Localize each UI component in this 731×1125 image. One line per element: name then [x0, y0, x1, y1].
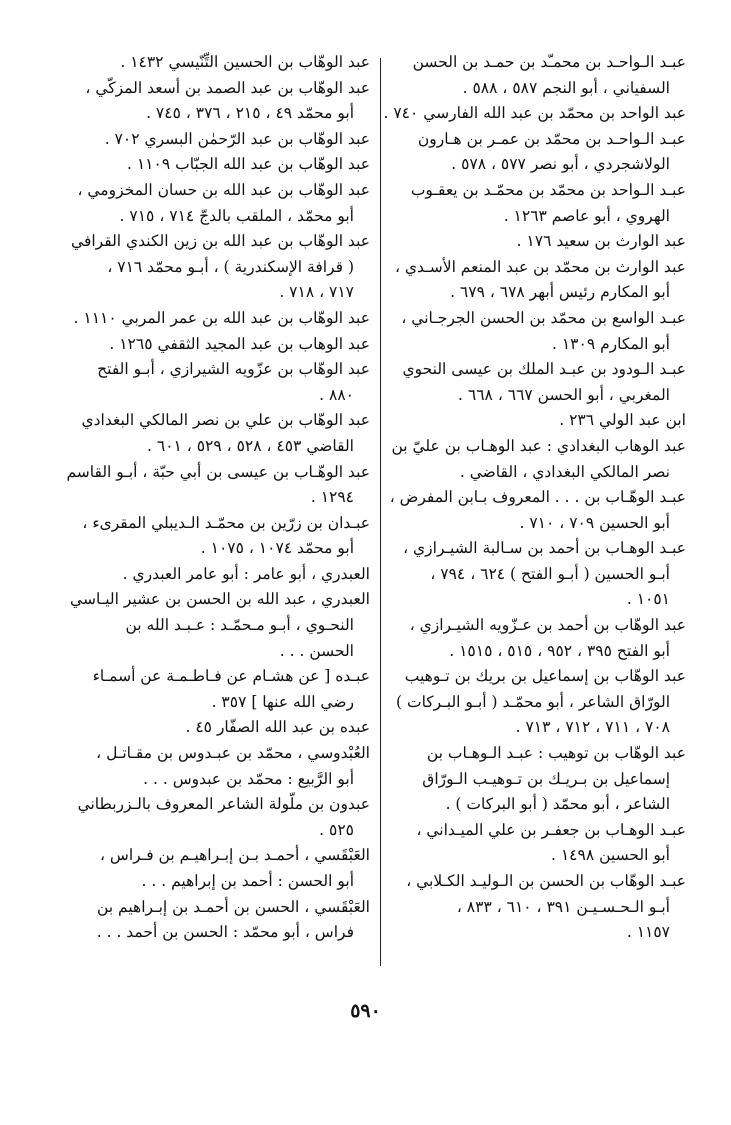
entry-continuation-line: ٨٨٠ . — [319, 385, 354, 404]
entry-continuation-line: أبو محمّد ، الملقب بالدجّ ٧١٤ ، ٧١٥ . — [119, 206, 354, 225]
entry-headword-line: عبد الوهّاب بن توهيب : عبـد الـوهـاب بن — [426, 744, 686, 763]
entry-headword-line: ابن عبد الولي ٢٣٦ . — [559, 411, 686, 430]
entry-headword-line: العَبْقَسي ، الحسن بن أحمـد بن إبـراهيم بن — [97, 897, 370, 916]
entry-continuation-line: الولاشجردي ، أبو نصر ٥٧٧ ، ٥٧٨ . — [451, 155, 670, 174]
entry-headword-line: عبـد الواسع بن محمّد بن الحسن الجرجـاني ، — [401, 308, 686, 327]
entry-headword-line: عبـد الـواحـد بن محمّد بن عمـر بن هـارون — [417, 129, 686, 148]
entry-headword-line: عبـد الوهّاب بن الحسن بن الـوليـد الكـلابي ، — [406, 872, 686, 890]
entry-headword-line: عبـده [ عن هشـام عن فـاطـمـة عن أسمـاء — [92, 667, 370, 686]
entry-continuation-line: أبـو الحسين ( أبـو الفتح ) ٦٢٤ ، ٧٩٤ ، — [430, 564, 670, 583]
index-entry — [58, 50, 370, 76]
entry-headword-line: عبد الوهّاب بن عبد الله بن عمر المربي ١١١٠ . — [73, 308, 370, 327]
entry-headword-line: عبد الوهاب البغدادي : عبد الوهـاب بن عليّ بن — [391, 436, 686, 455]
entry-headword-line: عبد الوهّاب بن عبد الله بن زين الكندي القرافي — [71, 232, 370, 251]
index-entry — [388, 178, 686, 229]
entry-headword-line: عبـد الـواحد بن محمّد بن محمّـد بن يعقـوب — [410, 180, 686, 199]
entry-continuation-line: ١١٥٧ . — [626, 923, 670, 942]
entry-continuation-line: أبو الحسين ١٤٩٨ . — [551, 846, 670, 865]
entry-continuation-line: رضي الله عنها ] ٣٥٧ . — [211, 692, 354, 711]
index-column-right — [383, 50, 686, 946]
index-entry — [58, 332, 370, 358]
entry-continuation-line: أبـو الـحـسـيـن ٣٩١ ، ٦١٠ ، ٨٣٣ ، — [456, 897, 670, 916]
entry-continuation-line: أبو محمّد ٤٩ ، ٢١٥ ، ٣٧٦ ، ٧٤٥ . — [146, 104, 354, 123]
index-entry — [388, 613, 686, 664]
entry-continuation-line: أبو الحسن : أحمد بن إبراهيم . . . — [141, 872, 354, 890]
entry-continuation-line: الشاعر ، أبو محمّد ( أبو البركات ) . — [445, 795, 670, 814]
entry-continuation-line: أبو المكارم رئيس أبهر ٦٧٨ ، ٦٧٩ . — [450, 283, 670, 302]
index-entry — [388, 869, 686, 946]
index-entry — [388, 306, 686, 357]
column-divider — [380, 58, 381, 966]
entry-headword-line: العبدري ، عبد الله بن الحسن بن عشير اليـاسي — [70, 590, 370, 609]
entry-headword-line: عبـد الوهّـاب بن . . . المعروف بـابن المفرض ، — [389, 488, 686, 507]
index-entry — [58, 306, 370, 332]
index-entry — [58, 792, 370, 843]
entry-headword-line: عبد الوهّاب بن عبد الله الجبّاب ١١٠٩ . — [127, 155, 370, 174]
entry-continuation-line: النحـوي ، أبـو مـحمّـد : عـبـد الله بن — [125, 616, 354, 635]
index-entry — [58, 895, 370, 946]
entry-continuation-line: الحسن . . . — [279, 641, 354, 660]
index-entry — [388, 485, 686, 536]
entry-continuation-line: ٥٢٥ . — [319, 820, 354, 839]
entry-headword-line: عبد الوارث بن سعيد ١٧٦ . — [516, 232, 686, 251]
entry-headword-line: عبـد الـواحـد بن محمـّد بن حمـد بن الحسن — [412, 53, 686, 71]
entry-continuation-line: ٧١٧ ، ٧١٨ . — [279, 283, 354, 302]
entry-headword-line: عبـد الوهـاب بن أحمد بن سـالبة الشيـرازي ، — [403, 539, 686, 558]
index-entry — [383, 101, 686, 127]
entry-continuation-line: ١٠٥١ . — [626, 590, 670, 609]
entry-continuation-line: فراس ، أبو محمّد : الحسن بن أحمد . . . — [96, 923, 354, 942]
index-entry — [388, 818, 686, 869]
entry-continuation-line: ( قرافة الإسكندرية ) ، أبـو محمّد ٧١٦ ، — [107, 257, 354, 276]
entry-headword-line: عبـدان بن زرّين بن محمّـد الـديبلي المقرىء ، — [82, 513, 370, 532]
entry-headword-line: عبـد الـودود بن عبـد الملك بن عيسى النحوي — [402, 360, 686, 379]
entry-headword-line: عبد الوهّاب بن أحمد بن عـزّويه الشيـرازي ، — [409, 616, 686, 635]
entry-continuation-line: الهروي ، أبو عاصم ١٢٦٣ . — [503, 206, 670, 225]
entry-headword-line: عبد الوهّاب بن إسماعيل بن بريك بن تـوهيب — [404, 667, 686, 686]
index-entry — [58, 511, 370, 562]
index-entry — [388, 664, 686, 741]
index-entry — [58, 229, 370, 306]
entry-headword-line: عبد الوهّاب بن علي بن نصر المالكي البغدادي — [81, 411, 370, 430]
entry-headword-line: عبده بن عبد الله الصفّار ٤٥ . — [185, 718, 370, 737]
entry-continuation-line: إسماعيل بن بـريـك بن تـوهيـب الـورّاق — [422, 769, 670, 788]
entry-continuation-line: ١٢٩٤ . — [310, 488, 354, 507]
entry-continuation-line: أبو المكارم ١٣٠٩ . — [551, 334, 670, 353]
entry-headword-line: عبدون بن ملّولة الشاعر المعروف بالـزربطاني — [77, 795, 370, 814]
entry-headword-line: عبد الوهّاب بن عبد الرّحمٰن البسري ٧٠٢ . — [104, 129, 370, 148]
index-entry — [388, 255, 686, 306]
entry-continuation-line: أبو الفتح ٣٩٥ ، ٩٥٢ ، ٥١٥ ، ١٥١٥ . — [449, 641, 670, 660]
index-entry — [388, 408, 686, 434]
entry-headword-line: عبد الوهاب بن عبد المجيد الثقفي ١٢٦٥ . — [109, 334, 370, 353]
index-entry — [58, 178, 370, 229]
entry-headword-line: عبـد الوهـاب بن جعفـر بن علي الميـداني ، — [416, 820, 686, 839]
index-entry — [58, 715, 370, 741]
page-number: ٥٩٠ — [350, 1000, 381, 1022]
entry-continuation-line: أبو الحسين ٧٠٩ ، ٧١٠ . — [519, 513, 670, 532]
entry-headword-line: عبد الوهّاب بن عزّويه الشيرازي ، أبـو الفتح — [97, 360, 370, 379]
index-entry — [388, 229, 686, 255]
entry-continuation-line: القاضي ٤٥٣ ، ٥٢٨ ، ٥٢٩ ، ٦٠١ . — [147, 436, 354, 455]
index-entry — [58, 664, 370, 715]
index-entry — [58, 127, 370, 153]
index-entry — [388, 434, 686, 485]
entry-continuation-line: نصر المالكي البغدادي ، القاضي . — [459, 462, 670, 481]
entry-headword-line: العُبْدوسي ، محمّد بن عبـدوس بن مقـاتـل ، — [96, 744, 370, 763]
entry-headword-line: عبد الوهّاب بن عبد الله بن حسان المخزومي ، — [77, 180, 370, 199]
index-entry — [58, 741, 370, 792]
entry-headword-line: عبد الوهّاب بن عبد الصمد بن أسعد المزكّي ، — [85, 78, 370, 97]
index-entry — [58, 152, 370, 178]
index-entry — [58, 76, 370, 127]
entry-continuation-line: الورّاق الشاعر ، أبو محمّـد ( أبـو البـركات ) — [396, 692, 670, 711]
entry-headword-line: العبدري ، أبو عامر : أبو عامر العبدري . — [122, 564, 370, 583]
entry-headword-line: عبد الواحد بن محمّد بن عبد الله الفارسي ٧٤٠ . — [383, 104, 686, 123]
index-entry — [388, 50, 686, 101]
index-column-left — [58, 50, 370, 946]
index-entry — [58, 408, 370, 459]
entry-continuation-line: ٧٠٨ ، ٧١١ ، ٧١٢ ، ٧١٣ . — [515, 718, 670, 737]
index-entry — [58, 843, 370, 894]
entry-continuation-line: المغربي ، أبو الحسن ٦٦٧ ، ٦٦٨ . — [458, 385, 670, 404]
index-entry — [58, 460, 370, 511]
index-entry — [388, 127, 686, 178]
entry-continuation-line: السفياني ، أبو النجم ٥٨٧ ، ٥٨٨ . — [462, 78, 670, 97]
entry-continuation-line: أبو محمّد ١٠٧٤ ، ١٠٧٥ . — [200, 539, 354, 558]
index-entry — [58, 357, 370, 408]
entry-headword-line: عبد الوهّاب بن الحسين التِّنّيسي ١٤٣٢ . — [120, 53, 370, 71]
index-entry — [58, 562, 370, 588]
index-entry — [388, 536, 686, 613]
index-entry — [58, 587, 370, 664]
entry-continuation-line: أبو الرَّبيع : محمّد بن عبدوس . . . — [143, 769, 354, 788]
entry-headword-line: عبد الوارث بن محمّد بن عبد المنعم الأسـدي ، — [395, 257, 686, 276]
entry-headword-line: العَبْقَسي ، أحمـد بـن إبـراهيـم بن فـراس ، — [99, 846, 370, 865]
entry-headword-line: عبد الوهّـاب بن عيسى بن أبي حبّة ، أبـو القاسم — [66, 462, 370, 481]
index-entry — [388, 357, 686, 408]
index-entry — [388, 741, 686, 818]
